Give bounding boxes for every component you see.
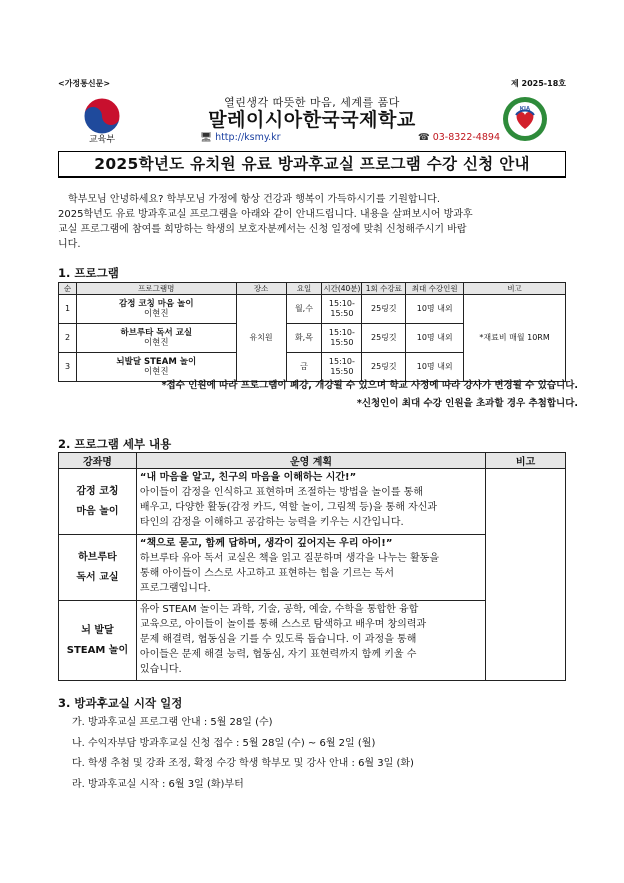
course-plan [136,601,485,681]
max-cell: 10명 내외 [406,295,464,324]
col-header: 비고 [464,283,566,295]
document-number: 제 2025-18호 [511,79,566,88]
place-cell: 유치원 [236,295,286,382]
row-number: 3 [59,353,77,382]
teacher-name: 이현진 [143,338,169,348]
course-plan [136,469,485,535]
phone [418,132,500,143]
course-name-line: 마음 놀이 [76,505,119,517]
col-header: 최대 수강인원 [406,283,464,295]
section-3-heading: 3. 방과후교실 시작 일정 [58,696,183,710]
ministry-label: 교육부 [88,135,116,145]
col-header: 장소 [236,283,286,295]
intro-line: 교실 프로그램에 참여를 희망하는 학생의 보호자분께서는 신청 일정에 맞춰 신청해주시기 바랍 [58,224,467,235]
intro-line: 니다. [58,239,81,250]
program-table [58,282,566,382]
course-name-line: STEAM 놀이 [66,644,129,656]
time-cell: 15:10- 15:50 [322,295,362,324]
course-name-line: 하브루타 [78,551,117,563]
max-cell: 10명 내외 [406,353,464,382]
schedule-item: 가. 방과후교실 프로그램 안내 : 5월 28일 (수) [72,717,273,728]
schedule-item: 라. 방과후교실 시작 : 6월 3일 (화)부터 [72,778,244,790]
plan-line: 배우고, 다양한 활동(감정 카드, 역할 놀이, 그림책 등)을 통해 자신과 [139,502,438,513]
section-1-heading: 1. 프로그램 [58,266,119,280]
plan-quote: “내 마음을 알고, 친구의 마음을 이해하는 시간!” [139,472,357,483]
plan-line: 프로그램입니다. [139,583,211,594]
table-header-row [59,283,566,295]
school-logo-icon [502,96,548,142]
schedule-item: 나. 수익자부담 방과후교실 신청 접수 : 5월 28일 (수) ~ 6월 2일 (월) [72,737,376,749]
col-header: 운영 계획 [136,453,485,469]
teacher-name: 이현진 [143,367,169,377]
fee-cell: 25링깃 [362,295,406,324]
phone-icon: ☎ [417,132,430,143]
plan-line: 아이들은 문제 해결 능력, 협동심, 자기 표현력까지 함께 키울 수 [139,649,417,660]
max-cell: 10명 내외 [406,324,464,353]
table-row [59,295,566,324]
letterhead [58,94,566,148]
course-name [59,601,137,681]
program-name: 감정 코칭 마음 놀이 [119,299,194,309]
contact-line [200,132,500,143]
program-name: 하브루타 독서 교실 [120,328,193,338]
notice-type: <가정통신문> [58,79,111,88]
row-number: 1 [59,295,77,324]
day-cell: 화,목 [286,324,322,353]
table-header-row [59,453,566,469]
program-detail-table [58,452,566,681]
col-header: 프로그램명 [76,283,236,295]
course-plan [136,535,485,601]
remark-cell: *재료비 매월 10RM [464,295,566,382]
program-cell [76,295,236,324]
time-cell: 15:10- 15:50 [322,324,362,353]
intro-line: 학부모님 안녕하세요? 학부모님 가정에 항상 건강과 행복이 가득하시기를 기원합니다. [68,194,441,205]
program-cell [76,324,236,353]
section-2-heading: 2. 프로그램 세부 내용 [58,437,172,451]
intro-line: 2025학년도 유료 방과후교실 프로그램을 아래와 같이 안내드립니다. 내용을 살펴보시어 방과후 [58,209,473,220]
col-header: 1회 수강료 [362,283,406,295]
intro-paragraph [58,192,568,252]
website[interactable] [200,132,281,143]
plan-line: 유아 STEAM 놀이는 과학, 기술, 공학, 예술, 수학을 통합한 융합 [139,604,419,615]
col-header: 강좌명 [59,453,137,469]
program-name: 뇌발달 STEAM 놀이 [116,357,197,367]
course-name-line: 감정 코칭 [76,485,119,497]
plan-line: 있습니다. [139,664,182,675]
plan-line: 교육으로, 아이들이 놀이를 통해 스스로 탐색하고 배우며 창의력과 [139,619,427,630]
col-header: 순 [59,283,77,295]
day-cell: 금 [286,353,322,382]
plan-line: 하브루타 유아 독서 교실은 책을 읽고 질문하며 생각을 나누는 활동을 [139,553,439,564]
col-header: 요일 [286,283,322,295]
remark-cell [486,469,566,681]
notice-lottery: *신청인이 최대 수강 인원을 초과할 경우 추첨합니다. [356,398,578,409]
col-header: 시간(40분) [323,284,361,293]
table-row [59,469,566,535]
plan-line: 아이들이 감정을 인식하고 표현하며 조절하는 방법을 놀이를 통해 [139,487,423,498]
school-name: 말레이시아한국국제학교 [208,109,416,131]
teacher-name: 이현진 [143,309,169,319]
school-slogan: 열린생각 따뜻한 마음, 세계를 품다 [224,96,400,109]
plan-quote: “책으로 묻고, 함께 답하며, 생각이 깊어지는 우리 아이!” [139,538,393,549]
document-title: 2025학년도 유치원 유료 방과후교실 프로그램 수강 신청 안내 [58,151,566,178]
school-logo-text: KIA [519,106,531,113]
fee-cell: 25링깃 [362,353,406,382]
schedule-item: 다. 학생 추첨 및 강좌 조정, 확정 수강 학생 학부모 및 강사 안내 : 6월 3일 (화) [72,758,414,769]
time-cell: 15:10- 15:50 [322,353,362,382]
day-cell: 월,수 [286,295,322,324]
plan-line: 문제 해결력, 협동심을 기를 수 있도록 돕습니다. 이 과정을 통해 [139,634,417,645]
website-url: http://ksmy.kr [215,132,281,143]
course-name-line: 뇌 발달 [81,624,114,636]
document-number-line [58,78,566,89]
phone-number: 03-8322-4894 [432,132,500,143]
course-name [59,535,137,601]
plan-line: 타인의 감정을 이해하고 공감하는 능력을 키우는 시간입니다. [139,517,404,528]
monitor-icon: 🖥 [200,132,213,143]
notice-closure: *접수 인원에 따라 프로그램이 폐강, 개강될 수 있으며 학교 사정에 따라 강사가 변경될 수 있습니다. [161,380,578,391]
course-name [59,469,137,535]
fee-cell: 25링깃 [362,324,406,353]
col-header: 비고 [486,453,566,469]
row-number: 2 [59,324,77,353]
plan-line: 통해 아이들이 스스로 사고하고 표현하는 힘을 기르는 독서 [139,568,394,579]
schedule-list [72,713,414,795]
course-name-line: 독서 교실 [76,571,119,583]
